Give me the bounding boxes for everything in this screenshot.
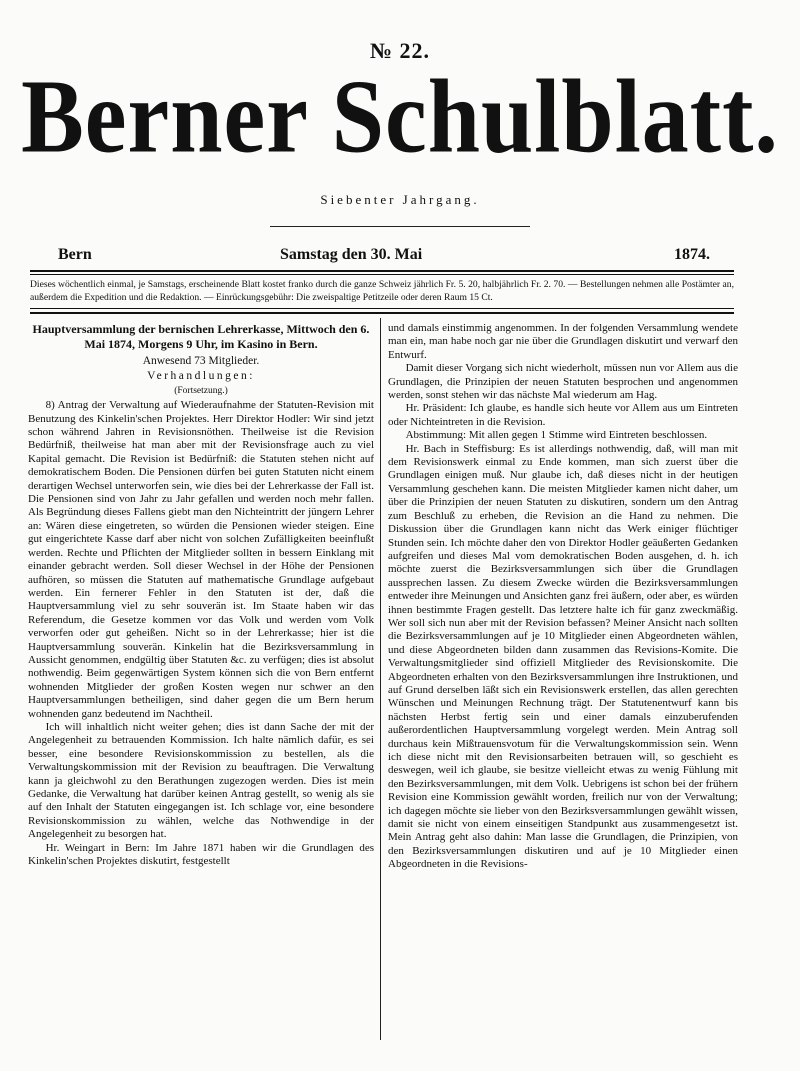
article-paragraph: und damals einstimmig angenommen. In der folgenden Versammlung wendete man ein, man habe noch gar nie über die Grundlagen diskutirt und verwarf den Entwurf. [388,322,738,361]
article-headline: Hauptversammlung der bernischen Lehrerkasse, Mittwoch den 6. Mai 1874, Morgens 9 Uhr, im Kasino in Bern. [32,322,370,351]
issue-number: № 22. [369,38,431,63]
dateline-place: Bern [58,246,92,263]
dateline-year: 1874. [674,246,710,263]
rule-above-notice-thin [30,274,734,275]
rule-below-notice [30,312,734,314]
continuation-note: (Fortsetzung.) [174,385,228,396]
article-paragraph: Hr. Weingart in Bern: Im Jahre 1871 haben wir die Grundlagen des Kinkelin'schen Projektes diskutirt, festgestellt [28,841,374,868]
rule-below-notice-thin [30,308,734,309]
column-divider [380,318,381,1040]
article-paragraph: Hr. Bach in Steffisburg: Es ist allerdings nothwendig, daß, will man mit dem Revisionswerk einmal zu Ende kommen, man sich zuerst über die Grundlagen einigen muß. Nur glaube ich, daß dieses nicht in der heutigen Versammlung geschehen kann. Die meisten Mitglieder kamen nicht daher, um über die Prinzipien der neuen Statuten zu diskutiren, sondern um den Antrag zum Beschluß zu erheben, die Revision an die Hand zu nehmen. Die Diskussion über die Grundlagen kann nicht das Werk einiger flüchtiger Stunden sein. Ich möchte daher den von Direktor Hodler geäußerten Gedanken aufgreifen und dieses Mal vom demokratischen Boden ausgehen, d. h. ich möchte zuerst die Bezirksversammlungen sich über die Grundlagen aussprechen lassen. Zu diesem Zwecke würden die Bezirksversammlungen entweder ihre Meinungen und Ansichten ganz frei äußern, oder aber, es würden ihnen bestimmte Fragen gestellt. Das letztere halte ich für ganz zweckmäßig. Wer soll sich nun aber mit der Revision befassen? Meiner Ansicht nach sollten die Bezirksversammlungen auf je 10 Mitglieder einen Abgeordneten wählen, und diese Abgeordneten bilden dann zusammen das Revisions-Komite. Die Verwaltungsmitglieder sind offiziell Mitglieder des Revisionskomite. Die Abgeordneten erhalten von den Bezirksversammlungen ihre Instruktionen, und auf Grund derselben läßt sich ein Revisionswerk erstellen, das allen gerechten Wünschen und Meinungen Rechnung trägt. Der Statutenentwurf kann bis nächsten Herbst fertig sein und einer damals einzuberufenden außerordentlichen Hauptversammlung vorgelegt werden. Mein Antrag soll durchaus kein Mißtrauensvotum für die Verwaltungskommission sein. Wenn ich diese nicht mit den Revisionsarbeiten betrauen will, so geschieht es deswegen, weil ich glaube, sie besitze vielleicht etwas zu wenig Fühlung mit den Bezirksversammlungen, mit dem Volk. Uebrigens ist schon bei der frühern Revision eine Kommission gewählt worden, freilich nur von der Verwaltung; ich dagegen möchte sie lieber von den Bezirksversammlungen gewählt wissen, damit sie nicht von einem einseitigen Standpunkt aus zusammengesetzt ist. Mein Antrag geht also dahin: Man lasse die Grundlagen, die Prinzipien, von den Bezirksversammlungen diskutiren und auf je 10 Mitglieder einen Abgeordneten in die Revisions- [388,442,738,871]
attendance-line: Anwesend 73 Mitglieder. [142,355,260,367]
dateline-date: Samstag den 30. Mai [280,246,423,263]
article-paragraph: Hr. Präsident: Ich glaube, es handle sich heute vor Allem aus um Eintreten oder Nichteintreten in die Revision. [388,402,738,428]
article-paragraph: Ich will inhaltlich nicht weiter gehen; dies ist dann Sache der mit der Angelegenheit zu betrauenden Kommission. Ich halte nämlich dafür, es sei besser, eine besondere Revisionskommission zu bestellen, als die Verwaltungskommission mit der Revision zu beauftragen. Die Verwaltung kann ja gleichwohl zu den Berathungen zugezogen werden. Dies ist mein Gedanke, die Verwaltung hat darüber keinen Antrag gestellt, so wenig als sie auf den Inhalt der Statuten eingegangen ist. Ich schlage vor, eine besondere Revisionskommission zu wählen, welche das Nothwendige in der Angelegenheit zu besorgen hat. [28,720,374,841]
subscription-notice: Dieses wöchentlich einmal, je Samstags, erscheinende Blatt kostet franko durch die ganze Schweiz jährlich Fr. 5. 20, halbjährlich Fr. 2. 70. — Bestellungen nehmen alle Postämter an, außerdem die Expedition und die Redaktion. — Einrückungsgebühr: Die zweispaltige Petitzeile oder deren Raum 15 Ct. [30,279,734,303]
masthead-divider [270,226,530,227]
rule-above-notice [30,270,734,272]
right-column [388,322,738,872]
article-paragraph: 8) Antrag der Verwaltung auf Wiederaufnahme der Statuten-Revision mit Benutzung des Kinkelin'schen Projektes. Herr Direktor Hodler: Wir sind jetzt schon während Jahren in Revisionsnöthen. Theilweise ist die Revision Bedürfniß, theilweise hat man aber mit der Revisionsfrage auch zu viel Kapital gemacht. Die Revision ist Bedürfniß: die Statuten stehen nicht auf demokratischem Boden. Die Pensionen dürfen bei guten Statuten nicht einem derartigen Wechsel unterworfen sein, wie dies bei der Lehrerkasse der Fall ist. Die Pensionen sind von Jahr zu Jahr gefallen und werden noch mehr fallen. Als Begründung dieses Fallens giebt man den Nichteintritt der jüngern Lehrer an: Wären diese eingetreten, so würden die Pensionen wieder steigen. Eine gut eingerichtete Kasse darf aber nicht von solchen Zufälligkeiten beeinflußt werden. Rechte und Pflichten der Mitglieder sollten in bessern Einklang mit einander gebracht werden. Soll dieser Wechsel in der Höhe der Pensionen aufhören, so müssen die Statuten auf mathematische Grundlage aufgebaut werden. Ein fernerer Fehler in den Statuten ist der, daß die Hauptversammlung viel zu sehr souverän ist. Im Staate haben wir das Referendum, die Gesetze kommen vor das Volk und werden vom Volk verworfen oder gut geheißen. Nicht so in der Lehrerkasse; hier ist die Hauptversammlung souverän. Kinkelin hat die Bezirksversammlung in Aussicht genommen, endgültig über Statuten &c. zu verfügen; dies ist absolut nothwendig. Beim gegenwärtigen System können sich die von Bern entfernt wohnenden Mitglieder der großen Kosten wegen nur schwer an den Hauptversammlungen betheiligen, sind daher gegen die um Bern herum wohnenden ganz bedeutend im Nachtheil. [28,399,374,720]
dateline [58,246,710,266]
left-column [28,322,374,868]
volume-line: Siebenter Jahrgang. [320,192,480,207]
article-paragraph: Damit dieser Vorgang sich nicht wiederholt, müssen nun vor Allem aus die Grundlagen, die Prinzipien der neuen Statuten besprochen und angenommen werden, sonst stehen wir das nächste Mal wiederum am Hag. [388,362,738,402]
proceedings-heading: Verhandlungen: [147,370,255,383]
masthead-title: Berner Schulblatt. [21,58,779,176]
article-paragraph: Abstimmung: Mit allen gegen 1 Stimme wird Eintreten beschlossen. [405,429,708,442]
